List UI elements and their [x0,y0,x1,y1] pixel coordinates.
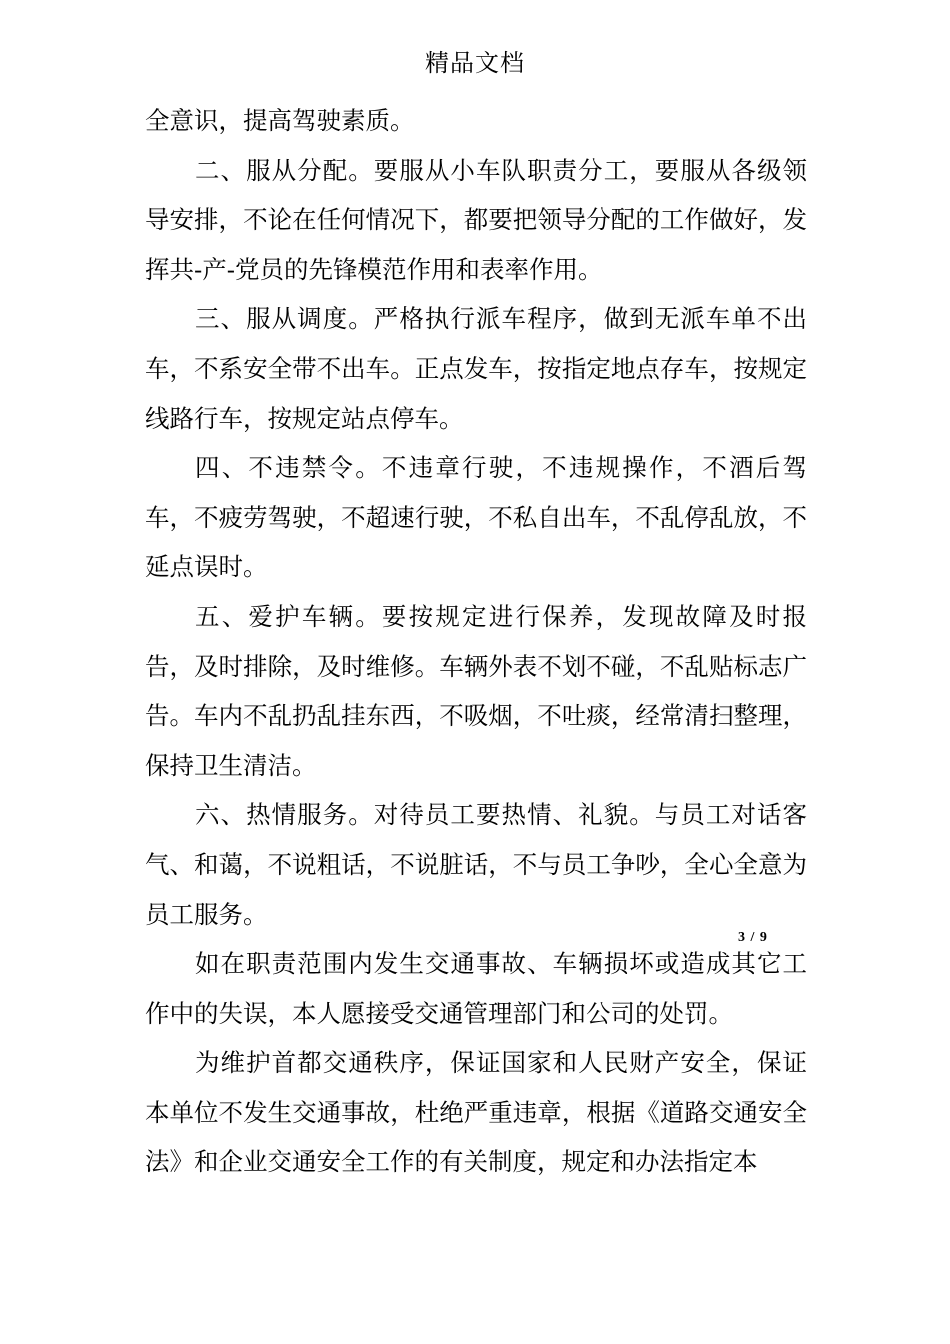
paragraph-penalty: 如在职责范围内发生交通事故、车辆损坏或造成其它工作中的失误，本人愿接受交通管理部门和公司的处罚。 [145,949,807,1028]
paragraph-obey-assignment: 二、服从分配。要服从小车队职责分工，要服从各级领导安排，不论在任何情况下，都要把领导分配的工作做好，发挥共-产-党员的先锋模范作用和表率作用。 [145,155,807,284]
paragraph-continuation: 全意识，提高驾驶素质。 [145,106,415,135]
page-number: 3 / 9 [738,930,768,945]
paragraph-vehicle-care: 五、爱护车辆。要按规定进行保养，发现故障及时报告，及时排除，及时维修。车辆外表不划不碰，不乱贴标志广告。车内不乱扔乱挂东西，不吸烟，不吐痰，经常清扫整理，保持卫生清洁。 [145,601,807,780]
paragraph-service: 六、热情服务。对待员工要热情、礼貌。与员工对话客气、和蔼，不说粗话，不说脏话，不与员工争吵，全心全意为员工服务。 [145,800,807,929]
paragraph-no-violations: 四、不违禁令。不违章行驶，不违规操作，不酒后驾车，不疲劳驾驶，不超速行驶，不私自出车，不乱停乱放，不延点误时。 [145,453,807,582]
paragraph-traffic-order: 为维护首都交通秩序，保证国家和人民财产安全，保证本单位不发生交通事故，杜绝严重违章，根据《道路交通安全法》和企业交通安全工作的有关制度，规定和办法指定本 [145,1048,807,1177]
document-body [145,96,807,1187]
page-header-title: 精品文档 [425,49,525,77]
paragraph-obey-dispatch: 三、服从调度。严格执行派车程序，做到无派车单不出车，不系安全带不出车。正点发车，按指定地点存车，按规定线路行车，按规定站点停车。 [145,304,807,433]
